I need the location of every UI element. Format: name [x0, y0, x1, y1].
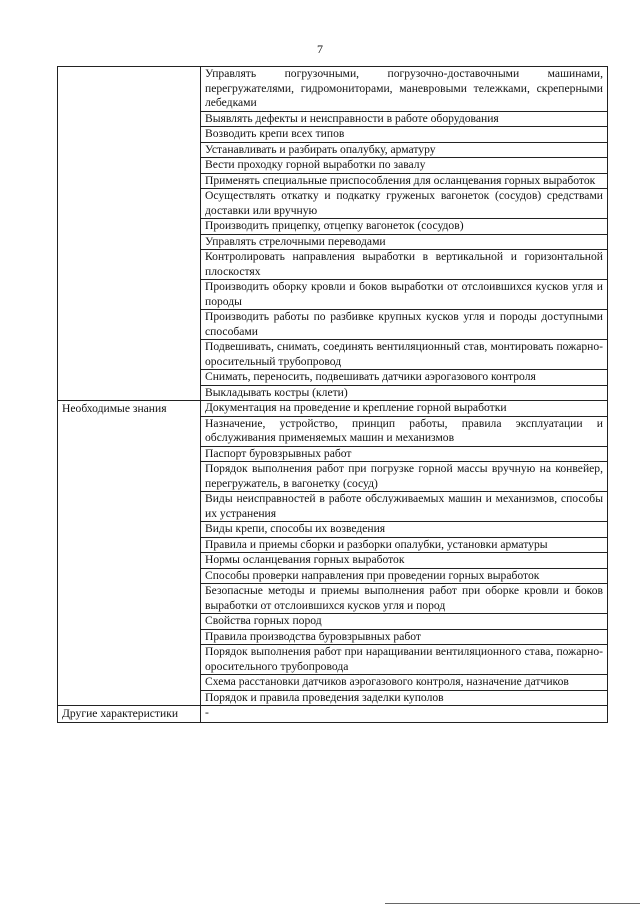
requirement-item: Применять специальные приспособления для осланцевания горных выработок	[201, 173, 608, 189]
page-number: 7	[317, 42, 323, 56]
requirement-item: Виды крепи, способы их возведения	[201, 522, 608, 538]
requirement-item: -	[201, 706, 608, 723]
requirements-table	[57, 66, 608, 723]
requirement-item: Правила производства буровзрывных работ	[201, 629, 608, 645]
requirement-item: Виды неисправностей в работе обслуживаемых машин и механизмов, способы их устранения	[201, 492, 608, 522]
requirement-item: Управлять погрузочными, погрузочно-доставочными машинами, перегружателями, гидромониторами, маневровыми тележками, скреперными лебедками	[201, 67, 608, 112]
requirement-item: Порядок выполнения работ при погрузке горной массы вручную на конвейер, перегружатель, в вагонетку (сосуд)	[201, 462, 608, 492]
bottom-edge-line	[385, 903, 640, 904]
table-row	[58, 67, 608, 112]
requirement-item: Подвешивать, снимать, соединять вентиляционный став, монтировать пожарно-оросительный трубопровод	[201, 340, 608, 370]
requirement-item: Правила и приемы сборки и разборки опалубки, установки арматуры	[201, 537, 608, 553]
requirement-item: Выявлять дефекты и неисправности в работе оборудования	[201, 111, 608, 127]
requirements-table-body	[58, 67, 608, 723]
requirement-item: Порядок выполнения работ при наращивании вентиляционного става, пожарно-оросительного трубопровода	[201, 645, 608, 675]
requirement-item: Производить прицепку, отцепку вагонеток (сосудов)	[201, 219, 608, 235]
section-label: Другие характеристики	[58, 706, 201, 723]
section-label	[58, 67, 201, 401]
requirement-item: Выкладывать костры (клети)	[201, 385, 608, 401]
requirement-item: Паспорт буровзрывных работ	[201, 446, 608, 462]
table-row	[58, 401, 608, 417]
requirement-item: Документация на проведение и крепление горной выработки	[201, 401, 608, 417]
requirement-item: Производить работы по разбивке крупных кусков угля и породы доступными способами	[201, 310, 608, 340]
requirement-item: Вести проходку горной выработки по завалу	[201, 158, 608, 174]
requirement-item: Устанавливать и разбирать опалубку, арматуру	[201, 142, 608, 158]
requirement-item: Контролировать направления выработки в вертикальной и горизонтальной плоскостях	[201, 250, 608, 280]
requirement-item: Способы проверки направления при проведении горных выработок	[201, 568, 608, 584]
requirement-item: Возводить крепи всех типов	[201, 127, 608, 143]
requirement-item: Управлять стрелочными переводами	[201, 234, 608, 250]
requirement-item: Нормы осланцевания горных выработок	[201, 553, 608, 569]
requirement-item: Производить оборку кровли и боков выработки от отслоившихся кусков угля и породы	[201, 280, 608, 310]
section-label: Необходимые знания	[58, 401, 201, 706]
requirement-item: Осуществлять откатку и подкатку груженых вагонеток (сосудов) средствами доставки или вручную	[201, 189, 608, 219]
requirement-item: Схема расстановки датчиков аэрогазового контроля, назначение датчиков	[201, 675, 608, 691]
requirement-item: Свойства горных пород	[201, 614, 608, 630]
requirement-item: Безопасные методы и приемы выполнения работ при оборке кровли и боков выработки от отслоившихся кусков угля и пород	[201, 584, 608, 614]
requirement-item: Снимать, переносить, подвешивать датчики аэрогазового контроля	[201, 370, 608, 386]
requirement-item: Назначение, устройство, принцип работы, правила эксплуатации и обслуживания применяемых машин и механизмов	[201, 416, 608, 446]
table-row	[58, 706, 608, 723]
requirement-item: Порядок и правила проведения заделки куполов	[201, 690, 608, 706]
